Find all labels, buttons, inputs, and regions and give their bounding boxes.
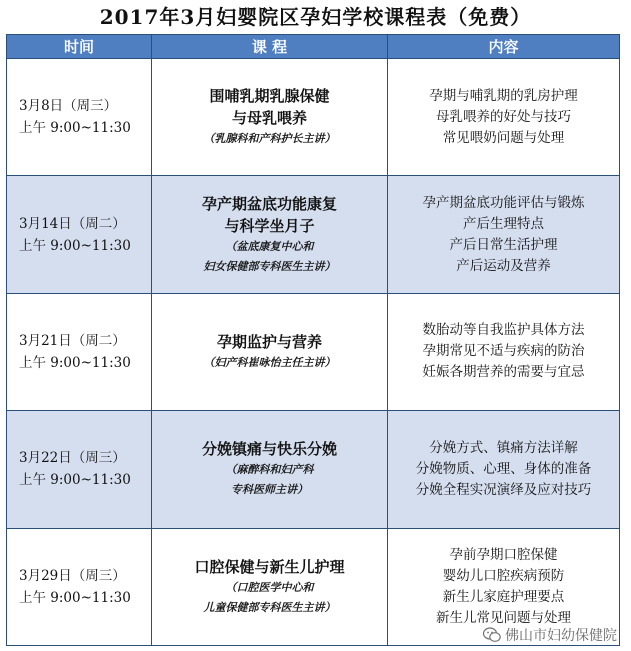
header-time: 时间 — [7, 35, 152, 59]
content-item: 新生儿家庭护理要点 — [442, 588, 565, 605]
course-title-line: 与科学坐月子 — [224, 216, 315, 235]
content-item: 产后日常生活护理 — [449, 236, 558, 253]
content-item: 妊娠各期营养的需要与宜忌 — [422, 364, 585, 381]
course-lecturer-note: （盆底康复中心和 — [225, 239, 314, 253]
table-row — [7, 59, 620, 176]
course-lecturer-note: （乳腺科和产科护长主讲） — [203, 132, 336, 146]
course-title-line: 口腔保健与新生儿护理 — [194, 557, 345, 576]
table-row — [7, 411, 620, 528]
time-cell — [7, 411, 152, 528]
content-cell — [388, 176, 620, 293]
course-schedule-table — [6, 34, 620, 646]
course-lecturer-note: 专科医师主讲） — [231, 483, 308, 497]
content-item: 孕期常见不适与疾病的防治 — [422, 343, 585, 360]
content-item: 婴幼儿口腔疾病预防 — [442, 567, 565, 584]
content-item: 新生儿常见问题与处理 — [436, 609, 571, 626]
course-cell — [152, 528, 388, 645]
time-cell — [7, 293, 152, 410]
class-date: 3月21日（周二） — [19, 332, 126, 349]
header-course: 课 程 — [152, 35, 388, 59]
page-title: 2017年3月妇婴院区孕妇学校课程表（免费） — [99, 5, 532, 29]
class-time: 上午 9:00~11:30 — [19, 472, 131, 489]
course-title-line: 围哺乳期乳腺保健 — [209, 87, 330, 106]
table-header-row — [7, 35, 620, 59]
content-item: 产后生理特点 — [463, 215, 544, 232]
course-cell — [152, 411, 388, 528]
table-row — [7, 176, 620, 293]
course-cell — [152, 59, 388, 176]
header-content: 内容 — [388, 35, 620, 59]
content-cell — [388, 411, 620, 528]
course-lecturer-note: 妇女保健部专科医生主讲） — [203, 259, 336, 273]
class-time: 上午 9:00~11:30 — [19, 354, 131, 371]
class-date: 3月22日（周三） — [19, 450, 126, 467]
course-title-line: 孕期监护与营养 — [216, 332, 322, 351]
course-title-line: 孕产期盆底功能康复 — [201, 194, 337, 213]
course-lecturer-note: （麻醉科和妇产科 — [225, 463, 314, 477]
class-time: 上午 9:00~11:30 — [19, 120, 131, 137]
content-item: 分娩方式、镇痛方法详解 — [429, 439, 578, 456]
course-lecturer-note: 儿童保健部专科医生主讲） — [203, 600, 336, 614]
wechat-icon — [483, 627, 501, 643]
course-lecturer-note: （口腔医学中心和 — [225, 580, 314, 594]
content-cell — [388, 59, 620, 176]
course-lecturer-note: （妇产科崔咏怡主任主讲） — [203, 355, 336, 369]
content-item: 孕前孕期口腔保健 — [449, 546, 558, 563]
content-item: 常见喂奶问题与处理 — [442, 129, 565, 146]
content-item: 分娩全程实况演绎及应对技巧 — [415, 481, 592, 498]
time-cell — [7, 176, 152, 293]
content-cell — [388, 293, 620, 410]
class-date: 3月29日（周三） — [19, 567, 126, 584]
course-cell — [152, 293, 388, 410]
class-time: 上午 9:00~11:30 — [19, 589, 131, 606]
class-date: 3月8日（周三） — [19, 98, 118, 115]
content-item: 母乳喂养的好处与技巧 — [436, 108, 571, 125]
course-title-line: 分娩镇痛与快乐分娩 — [201, 440, 337, 459]
content-item: 孕期与哺乳期的乳房护理 — [429, 87, 578, 104]
class-date: 3月14日（周二） — [19, 215, 126, 232]
content-item: 数胎动等自我监护具体方法 — [422, 322, 585, 339]
content-item: 产后运动及营养 — [456, 257, 551, 274]
watermark — [483, 625, 617, 645]
course-cell — [152, 176, 388, 293]
table-row — [7, 293, 620, 410]
watermark-text: 佛山市妇幼保健院 — [505, 628, 617, 644]
content-item: 分娩物质、心理、身体的准备 — [415, 460, 592, 477]
content-item: 孕产期盆底功能评估与锻炼 — [422, 194, 585, 211]
course-title-line: 与母乳喂养 — [231, 109, 307, 128]
class-time: 上午 9:00~11:30 — [19, 237, 131, 254]
time-cell — [7, 59, 152, 176]
time-cell — [7, 528, 152, 645]
